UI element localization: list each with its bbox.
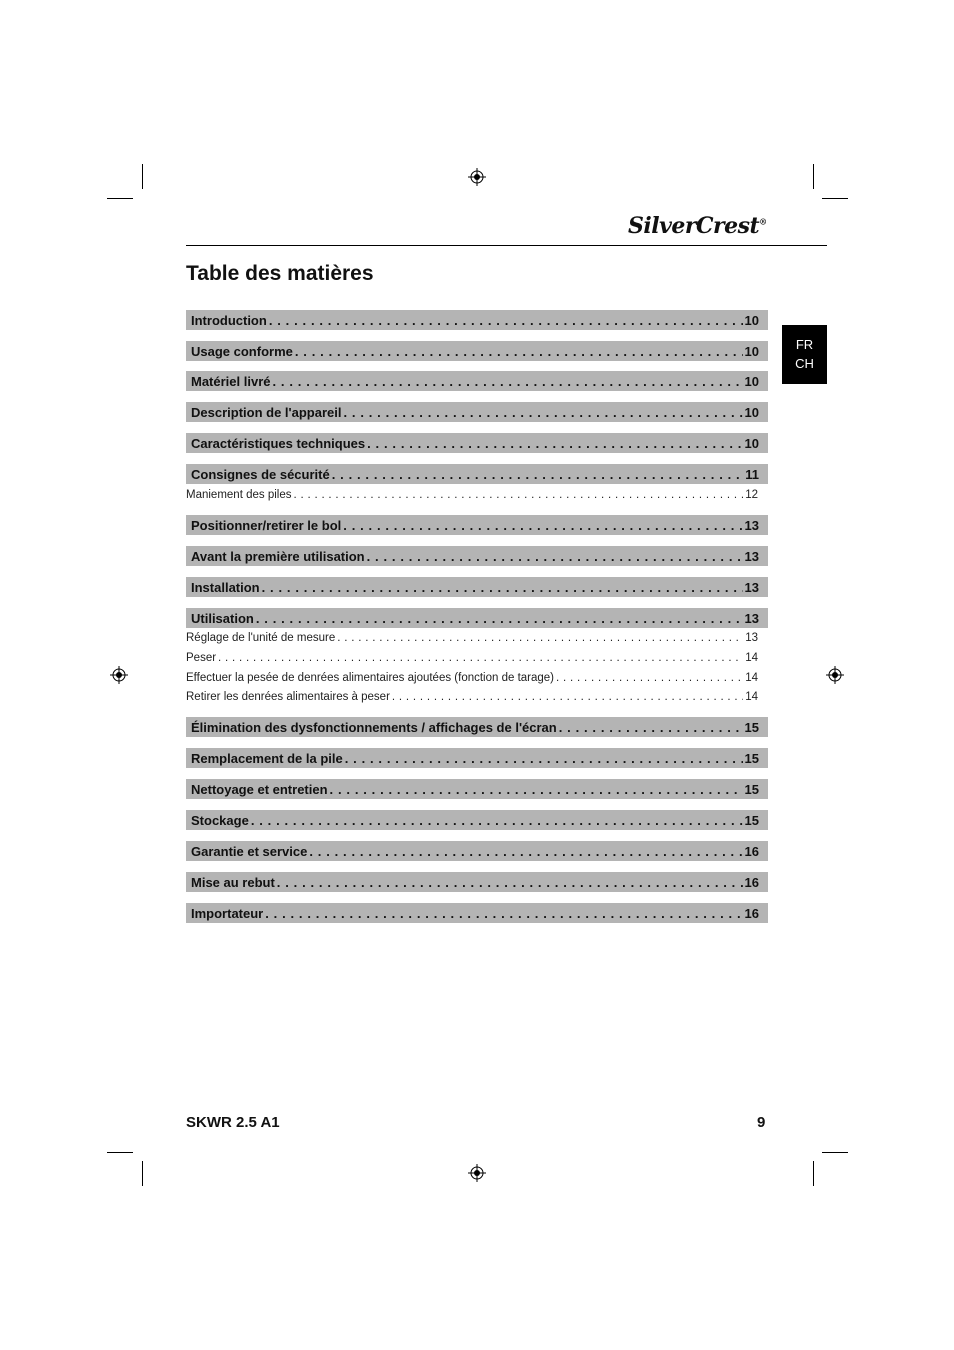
model-number: SKWR 2.5 A1 xyxy=(186,1114,280,1131)
toc-entry[interactable]: Avant la première utilisation . . . 13 xyxy=(186,546,768,566)
toc-entry[interactable]: Installation . . . 13 xyxy=(186,577,768,597)
page-title: Table des matières xyxy=(186,262,374,285)
toc-entry[interactable]: Matériel livré . . . 10 xyxy=(186,371,768,391)
toc-entry[interactable]: Élimination des dysfonctionnements / affichages de l'écran . . . 15 xyxy=(186,717,768,737)
crop-mark xyxy=(813,164,814,189)
crop-mark xyxy=(142,164,143,189)
brand-logo: SilverCrest® xyxy=(628,213,767,239)
toc-entry[interactable]: Description de l'appareil . . . 10 xyxy=(186,402,768,422)
toc-entry[interactable]: Nettoyage et entretien . . . 15 xyxy=(186,779,768,799)
crop-mark xyxy=(822,198,848,199)
toc-subentry[interactable]: Effectuer la pesée de denrées alimentaires ajoutées (fonction de tarage) . . . 14 xyxy=(186,669,758,687)
toc-entry[interactable]: Usage conforme . . . 10 xyxy=(186,341,768,361)
toc-entry[interactable]: Garantie et service . . . 16 xyxy=(186,841,768,861)
crop-mark xyxy=(822,1152,848,1153)
header-rule xyxy=(186,245,827,246)
language-code: FR xyxy=(795,337,814,352)
toc-subentry[interactable]: Réglage de l'unité de mesure . . . 13 xyxy=(186,629,758,647)
toc-subentry[interactable]: Maniement des piles . . . 12 xyxy=(186,486,758,504)
registration-mark-icon xyxy=(468,168,486,186)
toc-entry[interactable]: Stockage . . . 15 xyxy=(186,810,768,830)
toc-entry[interactable]: Caractéristiques techniques . . . 10 xyxy=(186,433,768,453)
crop-mark xyxy=(107,198,133,199)
toc-entry[interactable]: Consignes de sécurité . . . 11 xyxy=(186,464,768,484)
toc-entry[interactable]: Positionner/retirer le bol . . . 13 xyxy=(186,515,768,535)
country-code: CH xyxy=(795,356,814,371)
crop-mark xyxy=(813,1161,814,1186)
toc-entry[interactable]: Introduction . . . 10 xyxy=(186,310,768,330)
toc-subentry[interactable]: Retirer les denrées alimentaires à peser . . . 14 xyxy=(186,688,758,706)
crop-mark xyxy=(142,1161,143,1186)
registration-mark-icon xyxy=(826,666,844,684)
page-number: 9 xyxy=(757,1114,766,1131)
language-tab xyxy=(782,325,827,384)
toc-subentry[interactable]: Peser . . . 14 xyxy=(186,649,758,667)
toc-entry[interactable]: Mise au rebut . . . 16 xyxy=(186,872,768,892)
crop-mark xyxy=(107,1152,133,1153)
toc-entry[interactable]: Importateur . . . 16 xyxy=(186,903,768,923)
toc-entry[interactable]: Utilisation . . . 13 xyxy=(186,608,768,628)
registration-mark-icon xyxy=(468,1164,486,1182)
toc-entry[interactable]: Remplacement de la pile . . . 15 xyxy=(186,748,768,768)
registration-mark-icon xyxy=(110,666,128,684)
